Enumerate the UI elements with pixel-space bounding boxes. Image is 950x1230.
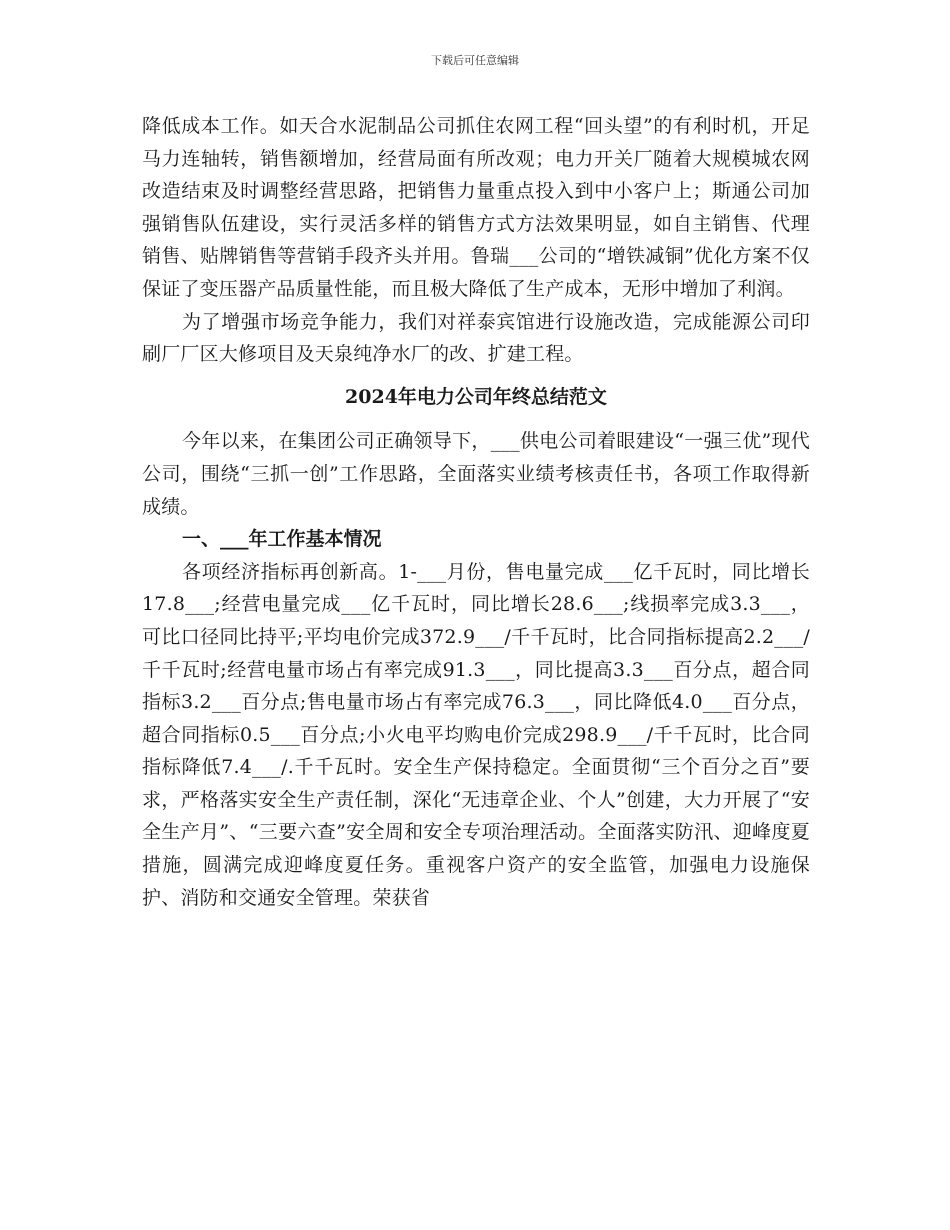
document-body [142, 110, 810, 914]
paragraph-introduction: 今年以来，在集团公司正确领导下，___供电公司着眼建设“一强三优”现代公司，围绕“三抓一创”工作思路，全面落实业绩考核责任书，各项工作取得新成绩。 [142, 430, 810, 518]
document-title: 2024年电力公司年终总结范文 [345, 385, 607, 408]
paragraph-market-competitiveness: 为了增强市场竞争能力，我们对祥泰宾馆进行设施改造，完成能源公司印刷厂厂区大修项目及天泉纯净水厂的改、扩建工程。 [142, 310, 810, 366]
page-header-note: 下载后可任意编辑 [431, 54, 519, 67]
section-heading-basic-situation: 一、___年工作基本情况 [182, 528, 382, 551]
paragraph-economic-indicators: 各项经济指标再创新高。1-___月份，售电量完成___亿千瓦时，同比增长17.8___;经营电量完成___亿千瓦时，同比增长28.6___;线损率完成3.3___，可比口径同比持平;平均电价完成372.9___/千千瓦时，比合同指标提高2.2___/千千瓦时;经营电量市场占有率完成91.3___，同比提高3.3___百分点，超合同指标3.2___百分点;售电量市场占有率完成76.3___，同比降低4.0___百分点，超合同指标0.5___百分点;小火电平均购电价完成298.9___/千千瓦时，比合同指标降低7.4___/.千千瓦时。安全生产保持稳定。全面贯彻“三个百分之百”要求，严格落实安全生产责任制，深化“无违章企业、个人”创建，大力开展了“安全生产月”、“三要六查”安全周和安全专项治理活动。全面落实防汛、迎峰度夏措施，圆满完成迎峰度夏任务。重视客户资产的安全监管，加强电力设施保护、消防和交通安全管理。荣获省 [142, 560, 810, 909]
paragraph-cost-reduction: 降低成本工作。如天合水泥制品公司抓住农网工程“回头望”的有利时机，开足马力连轴转，销售额增加，经营局面有所改观；电力开关厂随着大规模城农网改造结束及时调整经营思路，把销售力量重点投入到中小客户上；斯通公司加强销售队伍建设，实行灵活多样的销售方式方法效果明显，如自主销售、代理销售、贴牌销售等营销手段齐头并用。鲁瑞___公司的“增铁减铜”优化方案不仅保证了变压器产品质量性能，而且极大降低了生产成本，无形中增加了利润。 [142, 115, 810, 300]
